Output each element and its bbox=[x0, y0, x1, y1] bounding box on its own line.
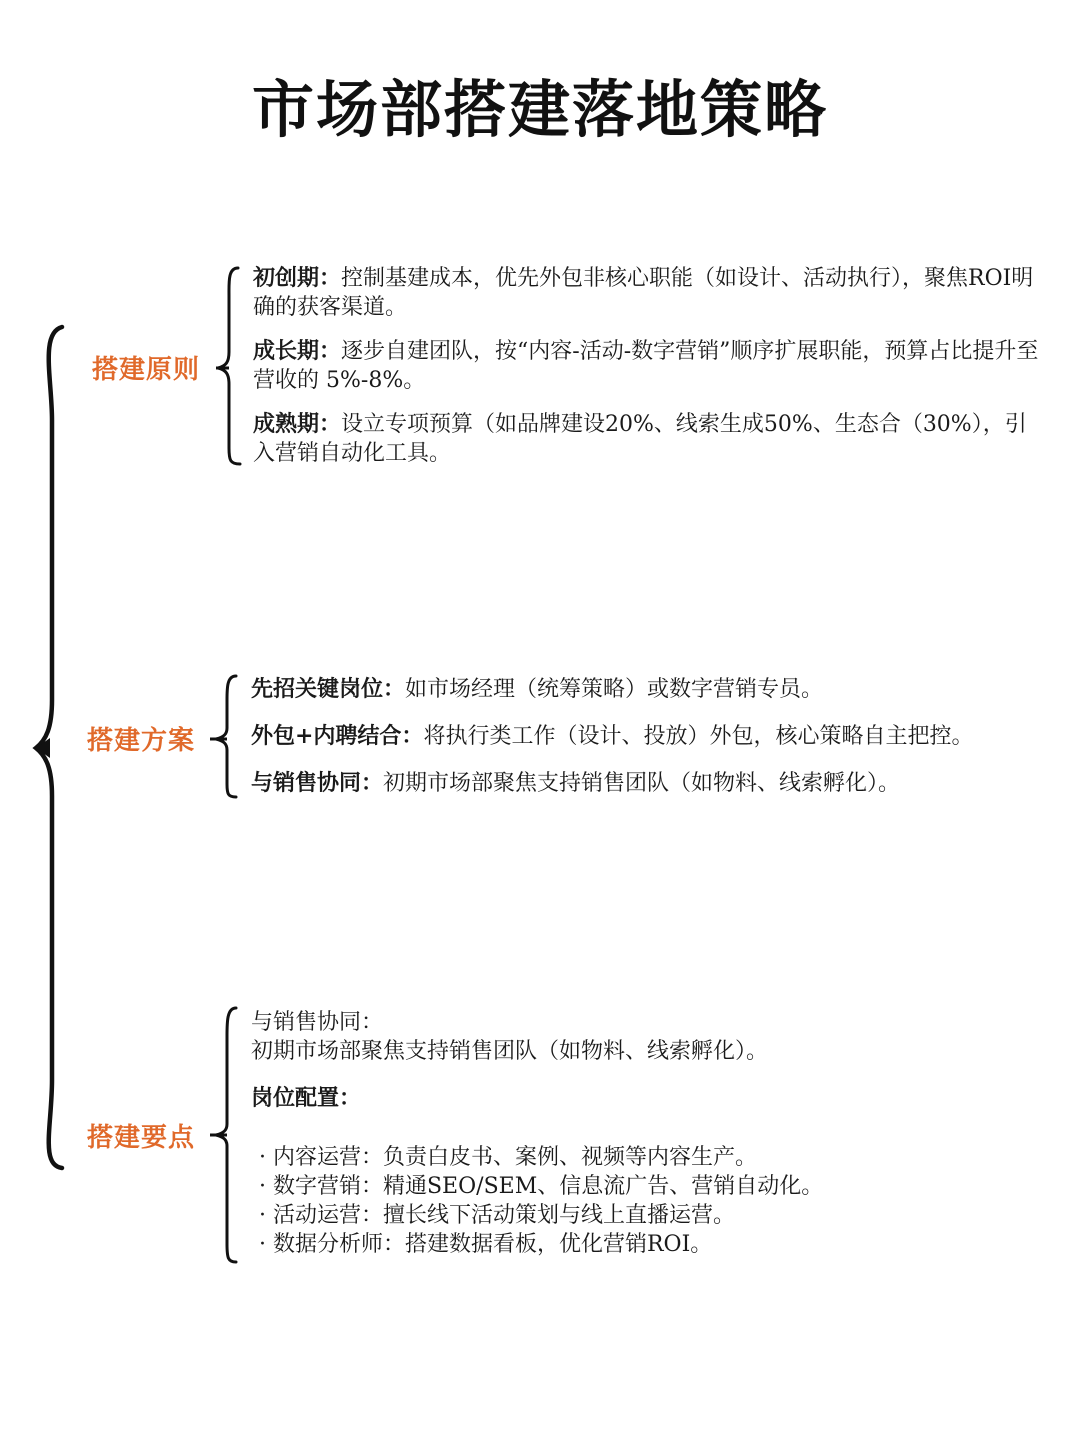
item-text: 如市场经理（统筹策略）或数字营销专员。 bbox=[405, 677, 824, 702]
page-title: 市场部搭建落地策略 bbox=[251, 73, 828, 146]
item-head: 与销售协同： bbox=[251, 770, 384, 796]
collab-head: 与销售协同： bbox=[251, 1010, 384, 1035]
item-text: 设立专项预算（如品牌建设20%、线索生成50%、生态合（30%），引入营销自动化工具。 bbox=[253, 412, 1027, 466]
item-text: 将执行类工作（设计、投放）外包，核心策略自主把控。 bbox=[423, 724, 974, 749]
item-head: 成长期： bbox=[253, 338, 342, 364]
item-head: 成熟期： bbox=[253, 411, 342, 437]
list-item: · 数据分析师：搭建数据看板，优化营销ROI。 bbox=[259, 1232, 713, 1257]
principles-block bbox=[253, 264, 1043, 483]
plan-item bbox=[251, 722, 1051, 751]
section-label-plan: 搭建方案 bbox=[87, 726, 196, 756]
list-item: · 数字营销：精通SEO/SEM、信息流广告、营销自动化。 bbox=[259, 1174, 824, 1199]
roles-list bbox=[259, 1143, 1041, 1259]
principle-item bbox=[253, 410, 1043, 468]
roles-head: 岗位配置： bbox=[251, 1085, 362, 1111]
brace-plan bbox=[216, 676, 236, 797]
item-text: 初期市场部聚焦支持销售团队（如物料、线索孵化）。 bbox=[383, 771, 901, 796]
plan-block bbox=[251, 675, 1051, 816]
item-head: 初创期： bbox=[253, 265, 342, 291]
section-label-keypoints: 搭建要点 bbox=[87, 1123, 196, 1153]
item-head: 先招关键岗位： bbox=[251, 676, 406, 702]
principle-item bbox=[253, 337, 1043, 395]
item-head: 外包+内聘结合： bbox=[251, 723, 424, 749]
item-text: 逐步自建团队，按“内容-活动-数字营销”顺序扩展职能，预算占比提升至营收的 5%-8%。 bbox=[253, 339, 1039, 393]
list-item: · 内容运营：负责白皮书、案例、视频等内容生产。 bbox=[259, 1145, 757, 1170]
principle-item bbox=[253, 264, 1043, 322]
plan-item bbox=[251, 675, 1051, 704]
list-item: · 活动运营：擅长线下活动策划与线上直播运营。 bbox=[259, 1203, 735, 1228]
collab-text: 初期市场部聚焦支持销售团队（如物料、线索孵化）。 bbox=[251, 1039, 769, 1064]
plan-item bbox=[251, 769, 1051, 798]
keypoints-block bbox=[251, 1008, 1041, 1259]
item-text: 控制基建成本，优先外包非核心职能（如设计、活动执行），聚焦ROI明确的获客渠道。 bbox=[253, 266, 1034, 320]
brace-principles bbox=[218, 268, 240, 464]
section-label-principles: 搭建原则 bbox=[92, 355, 201, 385]
